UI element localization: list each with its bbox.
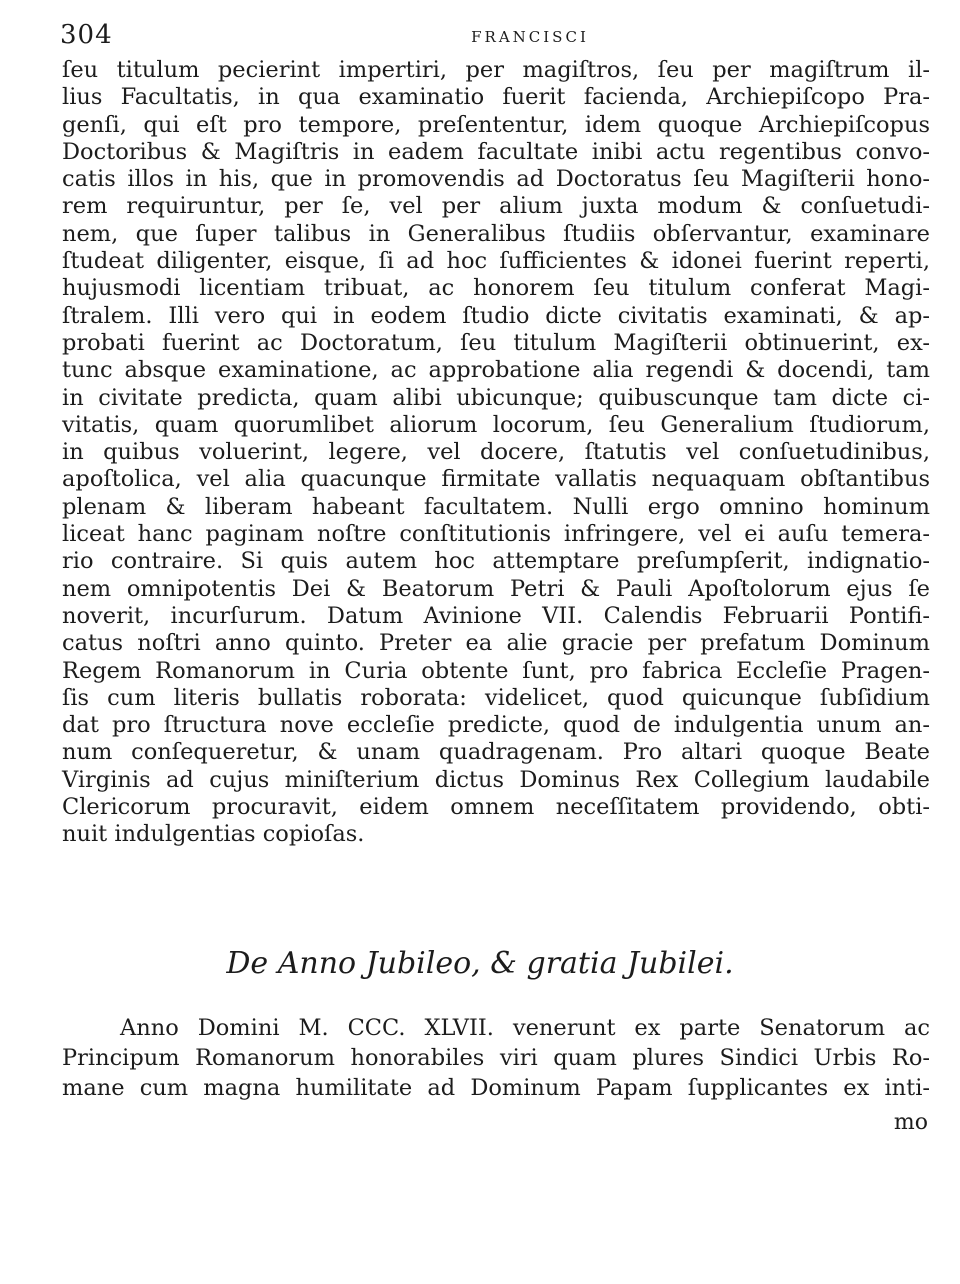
text-line: liceat hanc paginam noſtre conſtitutionis infringere, vel ei auſu temera- xyxy=(62,521,930,548)
text-line: Doctoribus & Magiſtris in eadem facultate inibi actu regentibus convo- xyxy=(62,138,930,165)
text-line: hujusmodi licentiam tribuat, ac honorem ſeu titulum conferat Magi- xyxy=(62,275,930,302)
text-line: mane cum magna humilitate ad Dominum Papam ſupplicantes ex inti- xyxy=(62,1075,930,1101)
text-line: plenam & liberam habeant facultatem. Nulli ergo omnino hominum xyxy=(62,493,930,520)
text-line: Anno Domini M. CCC. XLVII. venerunt ex parte Senatorum ac xyxy=(120,1015,930,1041)
text-line: catis illos in his, que in promovendis ad Doctoratus ſeu Magiſterii hono- xyxy=(62,166,930,193)
text-line: rem requiruntur, per ſe, vel per alium juxta modum & conſuetudi- xyxy=(62,193,930,220)
text-line: num conſequeretur, & unam quadragenam. Pro altari quoque Beate xyxy=(62,739,930,766)
text-line: tunc absque examinatione, ac approbatione alia regendi & docendi, tam xyxy=(62,357,930,384)
section-heading: De Anno Jubileo, & gratia Jubilei. xyxy=(226,946,734,981)
text-line: Regem Romanorum in Curia obtente ſunt, pro fabrica Eccleſie Pragen- xyxy=(62,657,930,684)
text-line: probati fuerint ac Doctoratum, ſeu titulum Magiſterii obtinuerint, ex- xyxy=(62,329,930,356)
text-line: nuit indulgentias copioſas. xyxy=(62,821,365,848)
text-line: nem, que ſuper talibus in Generalibus ſtudiis obſervantur, examinare xyxy=(62,220,930,247)
text-line: dat pro ſtructura nove eccleſie predicte, quod de indulgentia unum an- xyxy=(62,712,930,739)
text-line: noverit, incurſurum. Datum Avinione VII. Calendis Februarii Pontifi- xyxy=(62,602,930,629)
text-line: Virginis ad cujus miniſterium dictus Dominus Rex Collegium laudabile xyxy=(62,766,930,793)
text-line: in civitate predicta, quam alibi ubicunque; quibuscunque tam dicte ci- xyxy=(62,384,930,411)
text-line: catus noſtri anno quinto. Preter ea alie gracie per prefatum Dominum xyxy=(62,630,930,657)
running-head: FRANCISCI xyxy=(471,28,589,46)
page-header xyxy=(60,18,930,52)
text-line: in quibus voluerint, legere, vel docere, ſtatutis vel conſuetudinibus, xyxy=(62,439,930,466)
text-line: apoſtolica, vel alia quacunque firmitate vallatis nequaquam obſtantibus xyxy=(62,466,930,493)
text-line: Clericorum procuravit, eidem omnem neceſſitatem providendo, obti- xyxy=(62,794,930,821)
section-text-block xyxy=(62,1013,930,1103)
text-line: Principum Romanorum honorabiles viri quam plures Sindici Urbis Ro- xyxy=(62,1045,930,1071)
text-line: ſtudeat diligenter, eisque, ſi ad hoc ſufficientes & idonei fuerint reperti, xyxy=(62,248,930,275)
text-line: rio contraire. Si quis autem hoc attemptare preſumpſerit, indignatio- xyxy=(62,548,930,575)
text-line: ſeu titulum pecierint impertiri, per magiſtros, ſeu per magiſtrum il- xyxy=(62,57,930,83)
text-line: genſi, qui eſt pro tempore, preſententur, idem quoque Archiepiſcopus xyxy=(62,111,930,138)
text-line: nem omnipotentis Dei & Beatorum Petri & Pauli Apoſtolorum ejus ſe xyxy=(62,575,930,602)
catchword: mo xyxy=(893,1110,928,1135)
text-line: lius Facultatis, in qua examinatio fuerit facienda, Archiepiſcopo Pra- xyxy=(62,84,930,111)
text-line: vitatis, quam quorumlibet aliorum locorum, ſeu Generalium ſtudiorum, xyxy=(62,411,930,438)
page-number: 304 xyxy=(60,20,113,50)
main-text-block xyxy=(62,57,930,849)
text-line: ſtralem. Illi vero qui in eodem ſtudio dicte civitatis examinati, & ap- xyxy=(62,302,930,329)
text-line: ſis cum literis bullatis roborata: videlicet, quod quicunque ſubſidium xyxy=(62,684,930,711)
